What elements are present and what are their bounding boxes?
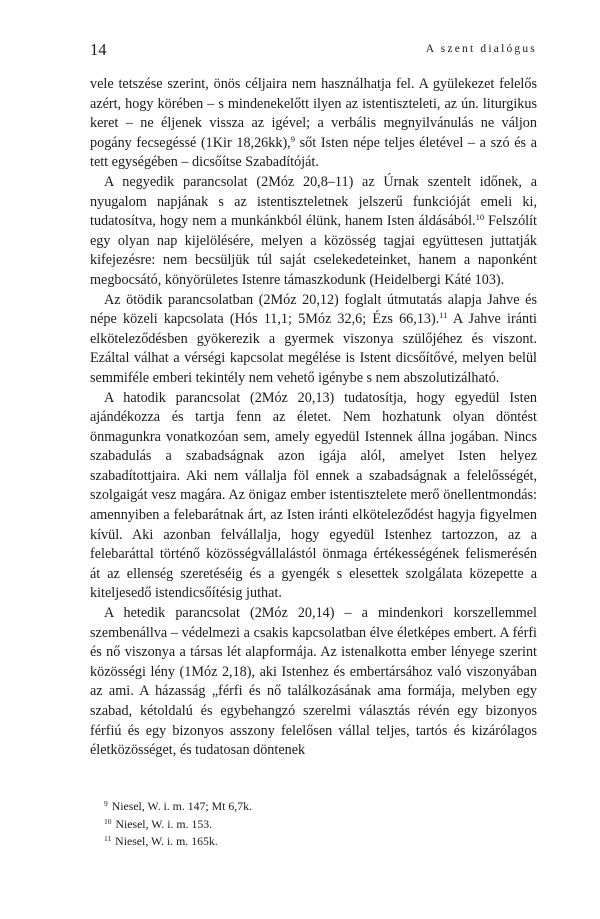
footnote-mark: 9 [104,799,108,808]
paragraph-text: A hatodik parancsolat (2Móz 20,13) tudatosítja, hogy egyedül Isten ajándékozza és tartja fenn az életet. Nem hozhatunk olyan döntést önmagunkra vonatkozóan sem, amely egyedül Istennek állna jogában. Nincs szabadulás a szabadságnak azon igája alól, amelyet Isten helyez szabadítottjaira. Aki nem vállalja föl ennek a szabadságnak a felelősségét, szolgaigát vesz magára. Az önigaz ember istentisztelete merő önellentmondás: amennyiben a felebarátnak árt, az Isten iránti elköteleződést hagyja figyelmen kívül. Aki azonban felvállalja, hogy egyedül Istenhez tartozzon, az a felebaráttal történő közösségvállalástól önmaga értékességének felismerésén át az ellenség szeretéséig és a gyengék s elesettek szolgálata közepette a kiteljesedő istendicsőítésig juthat. [90,389,537,602]
paragraph-text: A hetedik parancsolat (2Móz 20,14) – a mindenkori korszellemmel szembenállva – védelmezi a csakis kapcsolatban élve életképes embert. A férfi és nő viszonya a társas lét alapformája. Az istenalkotta ember lényege szerint közösségi lény (1Móz 2,18), aki Istenhez és embertársához való viszonyában az ami. A házasság „férfi és nő találkozásának ama formája, melyben egy szabad, kétoldalú és egybehangzó szerelmi választás révén egy bizonyos férfiú és egy bizonyos asszony felelősen vállal teljes, tartós és kizárólagos életközösséget, és tudatosan döntenek [90,605,537,759]
paragraph-text: sőt Isten népe teljes életével – a szó és a tett egységében – dicsőítse Szabadítóját. [90,134,537,171]
paragraph [90,389,537,605]
page-number: 14 [90,40,107,59]
paragraph [90,291,537,389]
page-header [90,40,537,60]
body-text [90,75,537,761]
footnote [90,798,537,816]
footnote-text: Niesel, W. i. m. 165k. [112,834,218,848]
running-head: A szent dialógus [425,43,537,55]
footnote-reference: 10 [475,212,485,223]
paragraph-text: A negyedik parancsolat (2Móz 20,8–11) az Úrnak szentelt időnek, a nyugalom napjának s az istentiszteletnek jelszerű funkcióját emeli ki, tudatosítva, hogy nem a munkánkból élünk, hanem Isten áldásából. [90,173,537,230]
paragraph-text: Az ötödik parancsolatban (2Móz 20,12) foglalt útmutatás alapja Jahve és népe közeli kapcsolata (Hós 11,1; 5Móz 32,6; Ézs 66,13). [90,291,537,328]
footnote-text: Niesel, W. i. m. 147; Mt 6,7k. [108,799,252,813]
footnote-reference: 11 [439,310,448,321]
footnote-reference: 9 [290,133,295,144]
paragraph [90,173,537,291]
footnote-text: Niesel, W. i. m. 153. [112,816,213,831]
footnote-mark: 10 [104,816,112,826]
paragraph [90,604,537,761]
footnote [90,816,537,834]
paragraph-text: Felszólít egy olyan nap kijelölésére, melyen a közösség tagjai együttesen juttatják kifejezésre: nem becsüljük túl saját cselekedeteinket, hanem a naponként megbocsátó, könyörületes Istenre támaszkodunk (Heidelbergi Káté 103). [90,213,537,288]
paragraph [90,75,537,173]
footnote [90,833,537,851]
footnotes [90,798,537,851]
footnote-mark: 11 [104,834,112,843]
paragraph-text: vele tetszése szerint, önös céljaira nem használhatja fel. A gyülekezet felelős azért, hogy körében – s mindenekelőtt ilyen az istentiszteleti, az ún. liturgikus keret – ne éljenek vissza az igével; a verbális megnyilvánulás ne váljon pogány fecsegéssé (1Kir 18,26kk), [90,76,537,151]
paragraph-text: A Jahve iránti elköteleződésben gyökerezik a gyermek viszonya szülőjéhez és viszont. Ezáltal válhat a vérségi kapcsolat megélése is Istent dicsőítővé, melyen belül semmiféle emberi tekintély nem vehető igénybe s nem abszolutizálható. [90,311,537,386]
